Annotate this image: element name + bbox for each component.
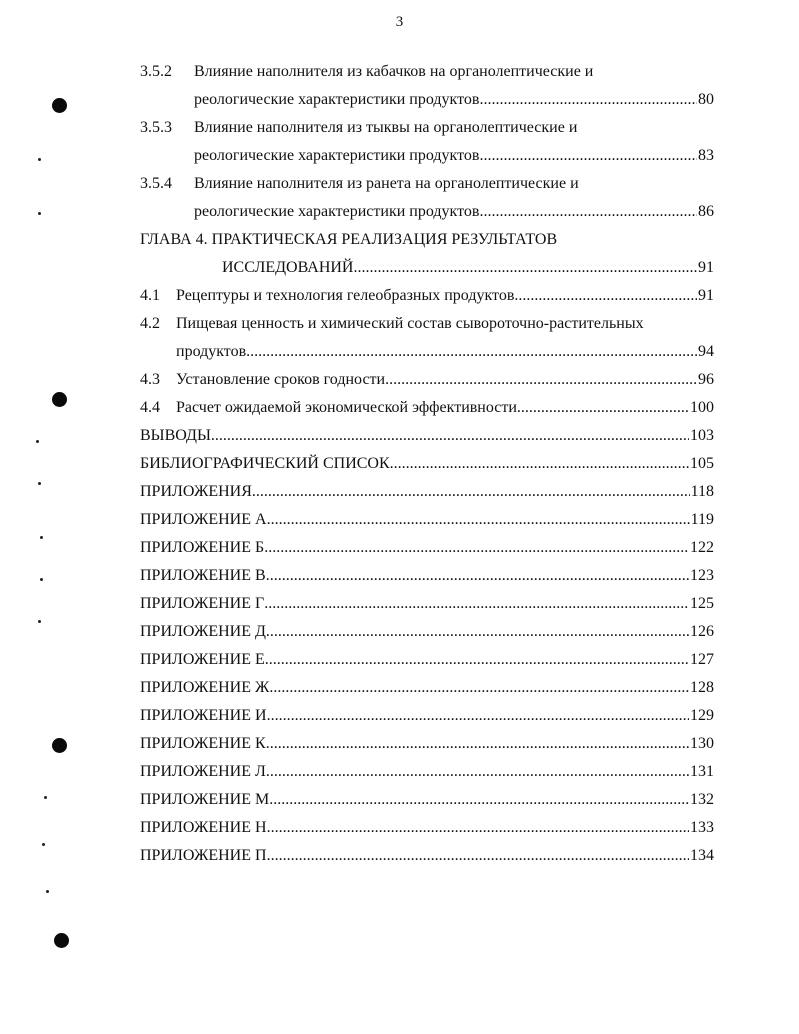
scan-speck bbox=[38, 620, 41, 623]
toc-entry-number: 3.5.4 bbox=[140, 175, 172, 192]
toc-entry-title-cont: реологические характеристики продуктов bbox=[194, 147, 480, 164]
dot-leader bbox=[266, 730, 689, 758]
toc-entry-title: ПРИЛОЖЕНИЕ Н bbox=[140, 819, 267, 836]
toc-entry-title: Расчет ожидаемой экономической эффективности bbox=[176, 399, 517, 416]
dot-leader bbox=[514, 282, 697, 310]
punch-hole-1 bbox=[52, 98, 67, 113]
punch-hole-3 bbox=[52, 738, 67, 753]
toc-entry-appendix[interactable] bbox=[140, 702, 714, 730]
dot-leader bbox=[390, 450, 689, 478]
toc-entry-appendix[interactable] bbox=[140, 618, 714, 646]
dot-leader bbox=[267, 814, 689, 842]
toc-page-number: 94 bbox=[698, 343, 714, 360]
dot-leader bbox=[246, 338, 697, 366]
toc-page-number: 123 bbox=[690, 567, 714, 584]
toc-entry-title: Установление сроков годности bbox=[176, 371, 386, 388]
dot-leader bbox=[252, 478, 690, 506]
toc-entry-title-cont: продуктов bbox=[176, 343, 247, 360]
scan-speck bbox=[38, 212, 41, 215]
toc-entry-appendix[interactable] bbox=[140, 842, 714, 870]
dot-leader bbox=[267, 506, 690, 534]
dot-leader bbox=[264, 590, 689, 618]
dot-leader bbox=[266, 758, 689, 786]
toc-entry-appendix[interactable] bbox=[140, 590, 714, 618]
toc-page-number: 127 bbox=[690, 651, 714, 668]
dot-leader bbox=[385, 366, 697, 394]
dot-leader bbox=[479, 198, 697, 226]
toc-entry-title: ПРИЛОЖЕНИЕ П bbox=[140, 847, 267, 864]
scan-speck bbox=[40, 536, 43, 539]
toc-entry-appendix[interactable] bbox=[140, 534, 714, 562]
toc-entry-title: ПРИЛОЖЕНИЕ Г bbox=[140, 595, 265, 612]
toc-page-number: 91 bbox=[698, 287, 714, 304]
toc-page-number: 122 bbox=[690, 539, 714, 556]
toc-page-number: 132 bbox=[690, 791, 714, 808]
dot-leader bbox=[266, 562, 689, 590]
dot-leader bbox=[264, 534, 689, 562]
toc-entry-title: Рецептуры и технология гелеобразных продуктов bbox=[176, 287, 515, 304]
toc-entry-title: ПРИЛОЖЕНИЕ К bbox=[140, 735, 266, 752]
toc-entry-continuation bbox=[140, 338, 714, 366]
scan-speck bbox=[42, 843, 45, 846]
toc-entry-title: Влияние наполнителя из кабачков на органолептические и bbox=[194, 63, 594, 80]
toc-entry-bibliography[interactable] bbox=[140, 450, 714, 478]
toc-page-number: 100 bbox=[690, 399, 714, 416]
toc-page-number: 118 bbox=[690, 483, 714, 500]
punch-hole-4 bbox=[54, 933, 69, 948]
toc-page-number: 80 bbox=[698, 91, 714, 108]
scan-speck bbox=[36, 440, 39, 443]
toc-entry-4-2[interactable] bbox=[140, 310, 714, 338]
toc-entry-3-5-3[interactable] bbox=[140, 114, 714, 142]
dot-leader bbox=[353, 254, 697, 282]
toc-entry-title: Пищевая ценность и химический состав сывороточно-растительных bbox=[176, 315, 644, 332]
toc-entry-number: 4.2 bbox=[140, 315, 160, 332]
toc-page-number: 119 bbox=[690, 511, 714, 528]
toc-page-number: 91 bbox=[698, 259, 714, 276]
toc-entry-4-1[interactable] bbox=[140, 282, 714, 310]
toc-entry-number: 3.5.3 bbox=[140, 119, 172, 136]
toc-entry-title: ПРИЛОЖЕНИЕ Л bbox=[140, 763, 266, 780]
toc-entry-title: ПРИЛОЖЕНИЕ М bbox=[140, 791, 270, 808]
toc-entry-title: ПРИЛОЖЕНИЕ И bbox=[140, 707, 267, 724]
toc-entry-title-cont: реологические характеристики продуктов bbox=[194, 203, 480, 220]
toc-entry-title: Влияние наполнителя из ранета на органолептические и bbox=[194, 175, 579, 192]
toc-page-number: 131 bbox=[690, 763, 714, 780]
toc-page-number: 130 bbox=[690, 735, 714, 752]
punch-hole-2 bbox=[52, 392, 67, 407]
toc-page-number: 133 bbox=[690, 819, 714, 836]
toc-page-number: 125 bbox=[690, 595, 714, 612]
toc-entry-title: ПРИЛОЖЕНИЕ Д bbox=[140, 623, 266, 640]
dot-leader bbox=[267, 842, 689, 870]
toc-chapter-title: ГЛАВА 4. ПРАКТИЧЕСКАЯ РЕАЛИЗАЦИЯ РЕЗУЛЬТАТОВ bbox=[140, 231, 558, 248]
dot-leader bbox=[269, 674, 689, 702]
toc-page-number: 134 bbox=[690, 847, 714, 864]
toc-chapter-title-cont: ИССЛЕДОВАНИЙ bbox=[222, 259, 354, 276]
toc-entry-title: БИБЛИОГРАФИЧЕСКИЙ СПИСОК bbox=[140, 455, 390, 472]
dot-leader bbox=[269, 786, 689, 814]
toc-page-number: 86 bbox=[698, 203, 714, 220]
toc-entry-appendix[interactable] bbox=[140, 674, 714, 702]
toc-entry-4-3[interactable] bbox=[140, 366, 714, 394]
toc-entry-3-5-2[interactable] bbox=[140, 58, 714, 86]
toc-entry-appendix[interactable] bbox=[140, 814, 714, 842]
toc-entry-number: 4.4 bbox=[140, 399, 160, 416]
toc-entry-title: Влияние наполнителя из тыквы на органолептические и bbox=[194, 119, 578, 136]
toc-entry-title: ПРИЛОЖЕНИЕ Ж bbox=[140, 679, 270, 696]
scan-speck bbox=[38, 158, 41, 161]
scan-speck bbox=[46, 890, 49, 893]
toc-entry-title: ПРИЛОЖЕНИЕ А bbox=[140, 511, 267, 528]
dot-leader bbox=[479, 86, 697, 114]
dot-leader bbox=[211, 422, 689, 450]
toc-page-number: 128 bbox=[690, 679, 714, 696]
toc-entry-4-4[interactable] bbox=[140, 394, 714, 422]
toc-entry-title: ВЫВОДЫ bbox=[140, 427, 211, 444]
dot-leader bbox=[266, 618, 689, 646]
toc-entry-continuation bbox=[140, 198, 714, 226]
table-of-contents bbox=[140, 58, 714, 870]
toc-entry-appendices[interactable] bbox=[140, 478, 714, 506]
toc-entry-continuation bbox=[140, 254, 714, 282]
scan-speck bbox=[44, 796, 47, 799]
toc-entry-title: ПРИЛОЖЕНИЕ Б bbox=[140, 539, 265, 556]
toc-entry-title-cont: реологические характеристики продуктов bbox=[194, 91, 480, 108]
toc-entry-chapter-4[interactable] bbox=[140, 226, 714, 254]
toc-entry-conclusions[interactable] bbox=[140, 422, 714, 450]
dot-leader bbox=[479, 142, 697, 170]
toc-page-number: 126 bbox=[690, 623, 714, 640]
toc-entry-title: ПРИЛОЖЕНИЕ В bbox=[140, 567, 266, 584]
toc-entry-3-5-4[interactable] bbox=[140, 170, 714, 198]
toc-entry-appendix[interactable] bbox=[140, 562, 714, 590]
toc-entry-appendix[interactable] bbox=[140, 646, 714, 674]
toc-page-number: 83 bbox=[698, 147, 714, 164]
dot-leader bbox=[517, 394, 689, 422]
scan-speck bbox=[38, 482, 41, 485]
toc-entry-continuation bbox=[140, 86, 714, 114]
dot-leader bbox=[267, 702, 689, 730]
toc-entry-number: 4.3 bbox=[140, 371, 160, 388]
toc-page-number: 129 bbox=[690, 707, 714, 724]
toc-entry-number: 3.5.2 bbox=[140, 63, 172, 80]
toc-entry-continuation bbox=[140, 142, 714, 170]
toc-entry-title: ПРИЛОЖЕНИЕ Е bbox=[140, 651, 265, 668]
page-number: 3 bbox=[395, 14, 404, 30]
toc-entry-appendix[interactable] bbox=[140, 786, 714, 814]
toc-entry-appendix[interactable] bbox=[140, 506, 714, 534]
scan-speck bbox=[40, 578, 43, 581]
toc-entry-number: 4.1 bbox=[140, 287, 160, 304]
toc-entry-appendix[interactable] bbox=[140, 758, 714, 786]
toc-entry-title: ПРИЛОЖЕНИЯ bbox=[140, 483, 252, 500]
toc-page-number: 103 bbox=[690, 427, 714, 444]
toc-page-number: 96 bbox=[698, 371, 714, 388]
toc-entry-appendix[interactable] bbox=[140, 730, 714, 758]
dot-leader bbox=[265, 646, 689, 674]
toc-page-number: 105 bbox=[690, 455, 714, 472]
